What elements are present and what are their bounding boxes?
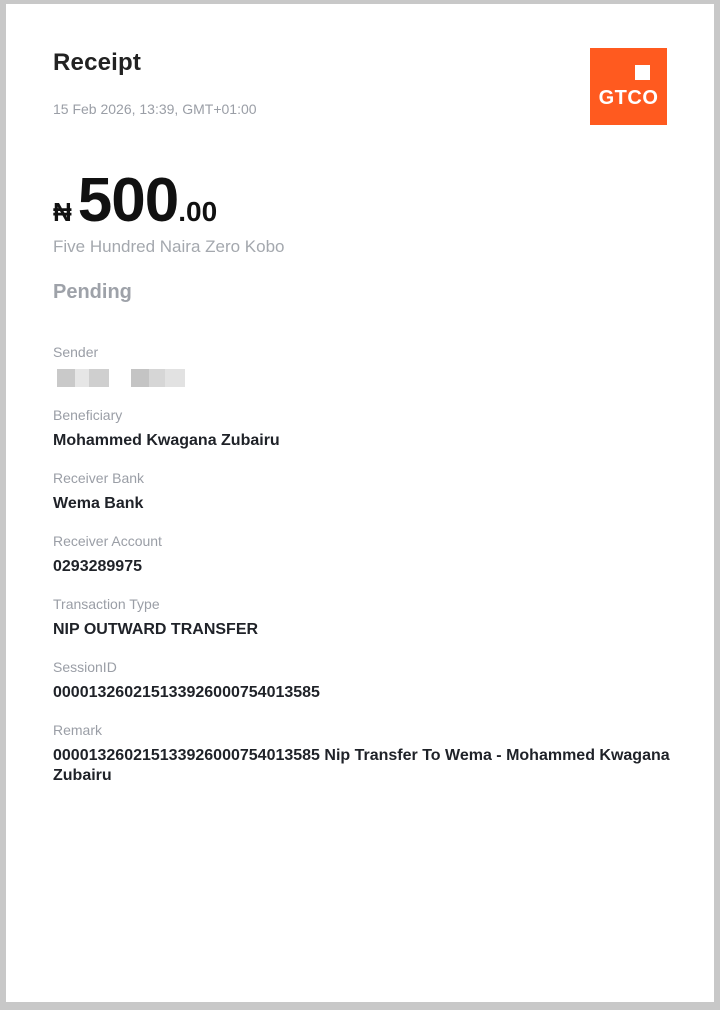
receiver-account-label: Receiver Account bbox=[53, 533, 162, 549]
remark-label: Remark bbox=[53, 722, 103, 738]
session-id-value: 000013260215133926000754013585 bbox=[53, 684, 320, 701]
amount bbox=[53, 166, 217, 236]
logo-text: GTCO bbox=[598, 87, 659, 109]
receiver-account-value: 0293289975 bbox=[53, 558, 142, 575]
session-id-label: SessionID bbox=[53, 659, 117, 675]
transaction-type-label: Transaction Type bbox=[53, 596, 160, 612]
receiver-bank-value: Wema Bank bbox=[53, 495, 144, 512]
logo-square-icon bbox=[635, 65, 650, 80]
remark-value: 000013260215133926000754013585 Nip Transfer To Wema - Mohammed Kwagana Zubairu bbox=[53, 747, 670, 784]
transaction-type-value: NIP OUTWARD TRANSFER bbox=[53, 621, 259, 638]
amount-in-words: Five Hundred Naira Zero Kobo bbox=[53, 237, 285, 256]
gtco-logo bbox=[590, 48, 667, 125]
page-title: Receipt bbox=[53, 49, 142, 76]
beneficiary-value: Mohammed Kwagana Zubairu bbox=[53, 432, 280, 449]
receiver-bank-label: Receiver Bank bbox=[53, 470, 145, 486]
sender-redacted bbox=[57, 369, 185, 387]
amount-decimal: .00 bbox=[178, 196, 218, 227]
transaction-datetime: 15 Feb 2026, 13:39, GMT+01:00 bbox=[53, 101, 257, 117]
beneficiary-label: Beneficiary bbox=[53, 407, 123, 423]
receipt-page bbox=[6, 4, 714, 1002]
status-text: Pending bbox=[53, 281, 132, 303]
currency-symbol: ₦ bbox=[53, 197, 72, 227]
amount-main: 500 bbox=[77, 166, 179, 235]
sender-label: Sender bbox=[53, 344, 99, 360]
